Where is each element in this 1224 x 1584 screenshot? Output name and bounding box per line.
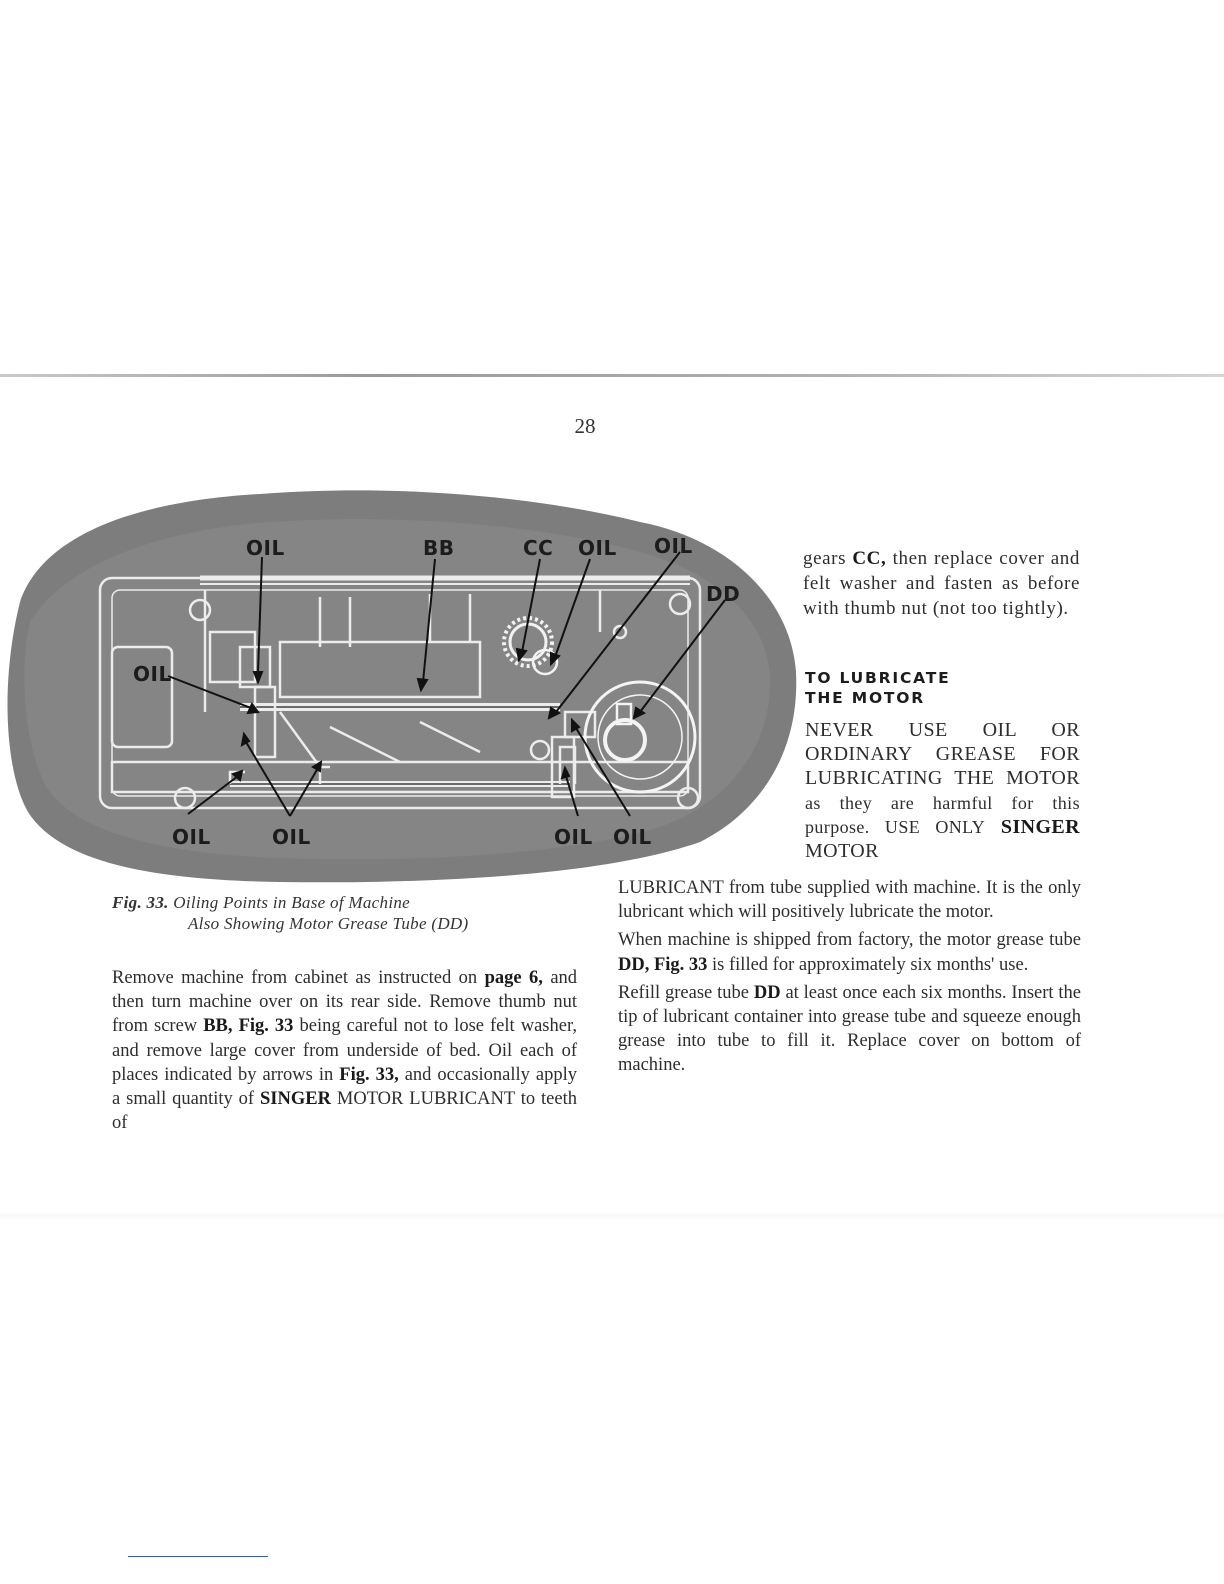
callout-oil-bottom-4: OIL <box>613 825 652 849</box>
callout-oil-bottom-1: OIL <box>172 825 211 849</box>
text-span: gears <box>803 548 847 569</box>
warning-caps-text: NEVER USE OIL OR ORDINARY GREASE FOR LUBRICATING THE MOTOR <box>805 719 1080 790</box>
callout-oil-top-mid: OIL <box>578 536 617 560</box>
figure-caption <box>112 892 582 934</box>
callout-bb: BB <box>423 536 455 560</box>
callout-oil-bottom-2: OIL <box>272 825 311 849</box>
paragraph-replace-cover <box>803 546 1080 621</box>
paragraph-shipped <box>618 928 1081 976</box>
paragraph-refill <box>618 981 1081 1078</box>
brand-name: SINGER <box>1000 815 1081 838</box>
page-bottom-edge <box>0 1214 1224 1220</box>
caption-text-1: Oiling Points in Base of Machine <box>173 893 410 912</box>
brand-name: SINGER <box>260 1089 331 1110</box>
reference-dd: DD <box>753 982 781 1003</box>
left-column-text <box>112 966 577 1135</box>
text-span: When machine is shipped from factory, the motor grease tube <box>618 930 1081 951</box>
callout-oil-top-left: OIL <box>246 536 285 560</box>
caption-fig-label: Fig. 33. <box>112 893 169 912</box>
reference-dd: DD, Fig. 33 <box>618 954 708 975</box>
paragraph-remove-machine <box>112 966 577 1135</box>
reference-cc: CC, <box>852 548 887 569</box>
text-span: at least once each six months. Insert the tip of lubricant container into grease tube and squeeze enough grease into tube to fill it. Replace cover on bottom of machine. <box>618 982 1082 1076</box>
heading-line-2: THE MOTOR <box>805 689 926 707</box>
caption-line-1 <box>112 893 410 912</box>
text-span: then replace cover and felt washer and fasten as before with thumb nut (not too tightly). <box>803 548 1080 619</box>
motor-warning <box>805 718 1080 863</box>
callout-oil-left: OIL <box>133 662 172 686</box>
callout-cc: CC <box>523 536 554 560</box>
figure-reference-bb: BB, Fig. 33 <box>203 1016 294 1037</box>
heading-line-1: TO LUBRICATE <box>805 669 951 687</box>
text-span: being careful not to lose felt washer, and remove large cover from underside of bed. Oil each of places indicated by arrows in <box>112 1016 578 1085</box>
text-span: Refill grease tube <box>618 982 749 1003</box>
text-span: MOTOR LUBRICANT to teeth of <box>112 1089 577 1134</box>
caption-line-2: Also Showing Motor Grease Tube (DD) <box>188 914 469 933</box>
callout-dd: DD <box>706 582 741 606</box>
text-span: Remove machine from cabinet as instructed on <box>112 968 478 988</box>
footer-rule <box>128 1556 268 1557</box>
text-span: and occasionally apply a small quantity of <box>112 1064 577 1110</box>
warning-paragraph <box>805 718 1080 863</box>
figure-33 <box>0 482 800 892</box>
right-column-continuation <box>803 546 1080 621</box>
text-span: as they are harmful for this purpose. USE ONLY <box>805 792 1080 837</box>
text-span: is filled for approximately six months' use. <box>712 954 1029 975</box>
page-reference: page 6, <box>484 968 543 988</box>
section-heading <box>805 668 1065 708</box>
callout-oil-bottom-3: OIL <box>554 825 593 849</box>
page-number: 28 <box>574 414 596 438</box>
text-span: and then turn machine over on its rear side. Remove thumb nut from screw <box>112 968 578 1037</box>
page-top-rule <box>0 374 1224 377</box>
text-span: MOTOR <box>805 840 879 863</box>
right-column-text <box>618 876 1081 1078</box>
figure-reference: Fig. 33, <box>339 1064 399 1085</box>
paragraph-lubricant: LUBRICANT from tube supplied with machine. It is the only lubricant which will positively lubricate the motor. <box>618 878 1081 923</box>
callout-oil-top-right: OIL <box>654 534 693 558</box>
